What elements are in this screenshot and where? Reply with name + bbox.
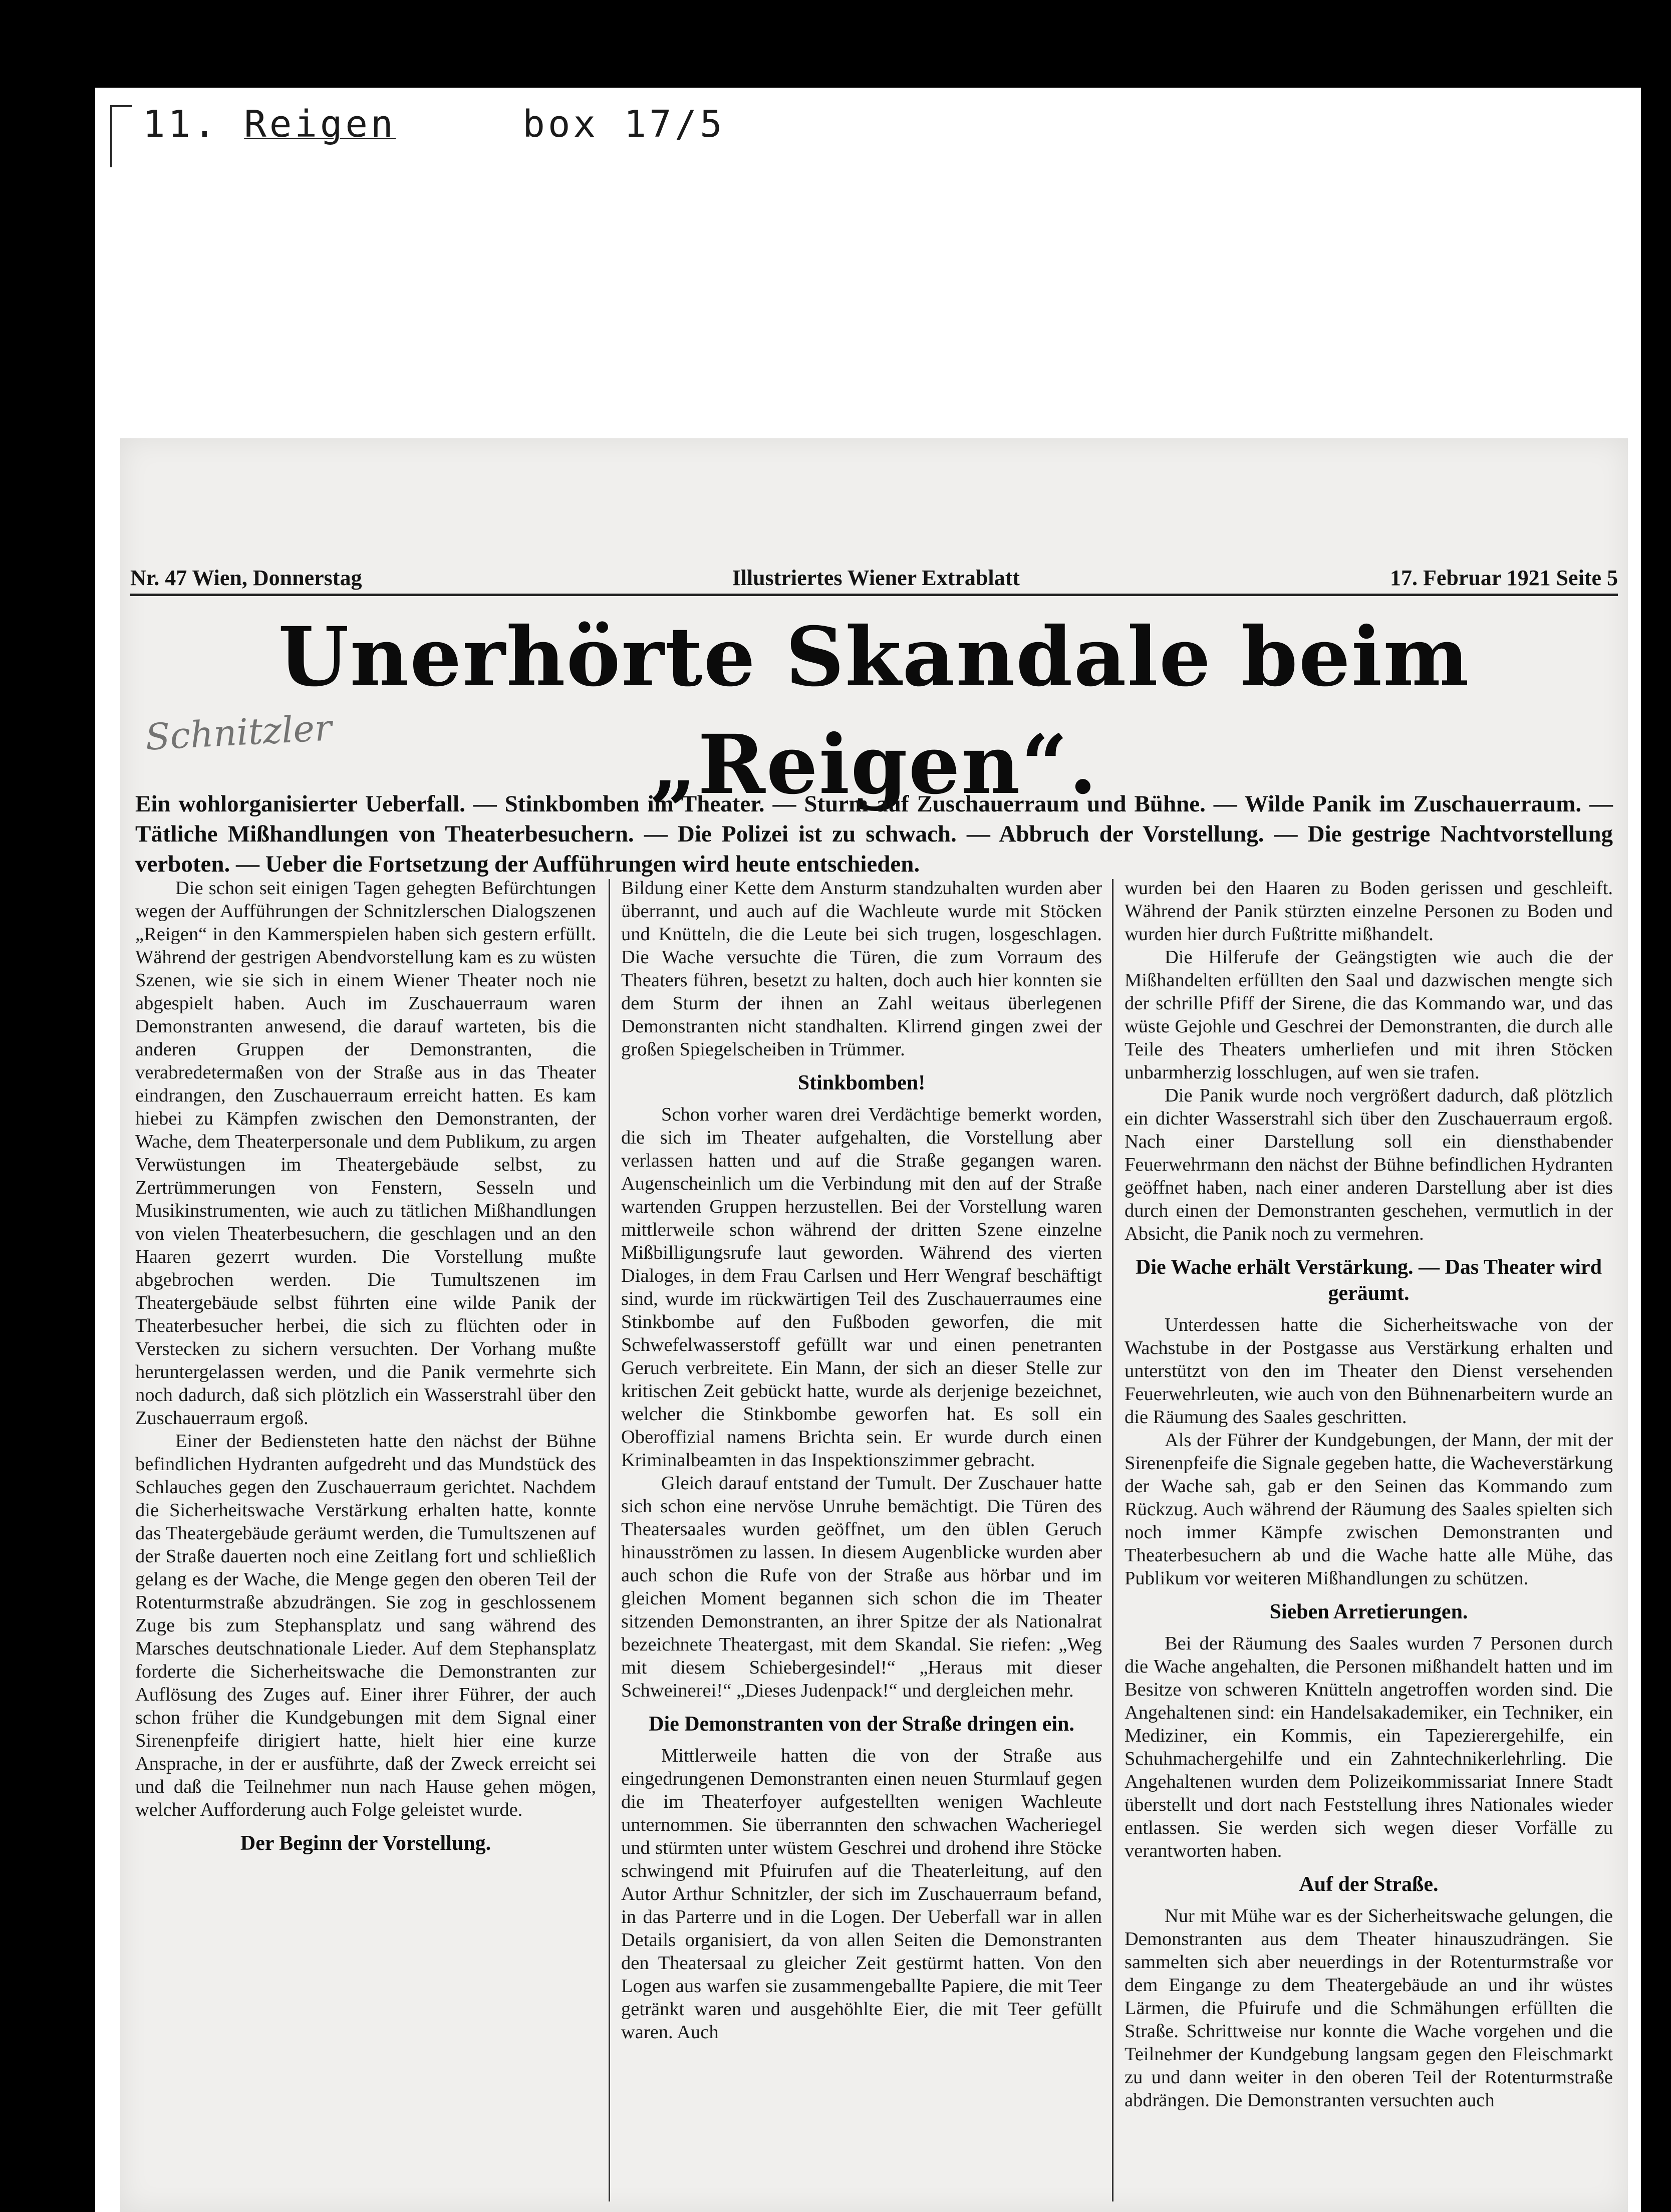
column-divider [1112, 879, 1113, 2201]
date-page: 17. Februar 1921 Seite 5 [1389, 566, 1618, 590]
paragraph: Die Panik wurde noch vergrößert dadurch, daß plötzlich ein dichter Wasserstrahl sich über den Zuschauerraum ergoß. Nach einer Darstellung soll ein diensthabender Feuerwehrmann den nächst der Bühne befindlichen Hydranten geöffnet haben, nach einer anderen Darstellung aber ist dies durch einen der Demonstranten geschehen, vermutlich in der Absicht, die Panik noch zu vermehren. [1125, 1085, 1613, 1244]
archive-label-number: 11. [143, 103, 219, 146]
section-heading: Auf der Straße. [1299, 1873, 1439, 1896]
section-heading: Die Demonstranten von der Straße dringen ein. [649, 1713, 1074, 1736]
handwritten-note: Schnitzler [144, 706, 333, 758]
section-heading: Sieben Arretierungen. [1269, 1600, 1468, 1623]
paragraph: Schon vorher waren drei Verdächtige bemerkt worden, die sich im Theater aufgehalten, die Vorstellung aber verlassen hatten und auf die Straße gegangen waren. Augenscheinlich um die Verbindung mit den auf der Straße wartenden Gruppen herzustellen. Bei der Vorstellung waren mittlerweile schon während der dritten Szene einzelne Mißbilligungsrufe laut geworden. Während des vierten Dialoges, in dem Frau Carlsen und Herr Wengraf beschäftigt sind, wurde im rückwärtigen Teil des Zuschauerraumes eine Stinkbombe auf den Fußboden geworfen, die mit Schwefelwasserstoff gefüllt war und einen penetranten Geruch verbreitete. Ein Mann, der sich an dieser Stelle zur kritischen Zeit gebückt hatte, wurde als derjenige bezeichnet, welcher die Stinkbombe geworfen hat. Es soll ein Oberoffizial namens Brichta sein. Er wurde durch einen Kriminalbeamten in das Inspektionszimmer gebracht. [621, 1104, 1102, 1471]
paragraph: Als der Führer der Kundgebungen, der Mann, der mit der Sirenenpfeife die Signale gegeben hatte, die Wacheverstärkung der Wache sah, gab er den Seinen das Kommando zum Rückzug. Auch während der Räumung des Saales spielten sich noch immer Kämpfe zwischen Demonstranten und Theaterbesuchern ab und die Wache hatte alle Mühe, das Publikum vor weiteren Mißhandlungen zu schützen. [1125, 1430, 1613, 1589]
paragraph: Bei der Räumung des Saales wurden 7 Personen durch die Wache angehalten, die Personen mißhandelt hatten und im Besitze von schweren Knütteln angetroffen worden sind. Die Angehaltenen sind: ein Handelsakademiker, ein Techniker, ein Mediziner, ein Kommis, ein Tapezierergehilfe, ein Schuhmachergehilfe und ein Zahntechnikerlehrling. Die Angehaltenen wurden dem Polizeikommissariat Innere Stadt überstellt und dort nach Feststellung ihres Nationales wieder entlassen. Sie werden sich wegen dieser Vorfälle zu verantworten haben. [1125, 1633, 1613, 1861]
column-divider [609, 879, 610, 2201]
paragraph: Bildung einer Kette dem Ansturm standzuhalten wurden aber überrannt, und auch auf die Wachleute wurde mit Stöcken und Knütteln, die die Leute bei sich trugen, losgeschlagen. Die Wache versuchte die Türen, die zum Vorraum des Theaters führen, besetzt zu halten, doch auch hier konnten sie dem Sturm der ihnen an Zahl weitaus überlegenen Demonstranten nicht standhalten. Klirrend gingen zwei der großen Spiegelscheiben in Trümmer. [621, 878, 1102, 1060]
issue-info: Nr. 47 Wien, Donnerstag [130, 566, 362, 590]
section-heading: Die Wache erhält Verstärkung. — Das Theater wird geräumt. [1136, 1256, 1602, 1305]
newspaper-name: Illustriertes Wiener Extrablatt [732, 566, 1020, 590]
headline-line-2: „Reigen“. [650, 717, 1098, 812]
newspaper-clipping [120, 438, 1628, 2212]
article-column-2 [621, 877, 1102, 2212]
paragraph: wurden bei den Haaren zu Boden gerissen und geschleift. Während der Panik stürzten einzelne Personen zu Boden und wurden hier durch Fußtritte mißhandelt. [1125, 878, 1613, 945]
paragraph: Die Hilferufe der Geängstigten wie auch die der Mißhandelten erfüllten den Saal und dazwischen mengte sich der schrille Pfiff der Sirene, die das Kommando war, und das wüste Gejohle und Geschrei der Demonstranten, die durch alle Teile des Theaters umherliefen und mit ihren Stöcken unbarmherzig losschlugen, auf wen sie trafen. [1125, 947, 1613, 1083]
archive-bracket-mark [110, 105, 132, 167]
paragraph: Einer der Bediensteten hatte den nächst der Bühne befindlichen Hydranten aufgedreht und das Mundstück des Schlauches gegen den Zuschauerraum gerichtet. Nachdem die Sicherheitswache Verstärkung erhalten hatte, konnte das Theatergebäude geräumt werden, die Tumultszenen auf der Straße dauerten noch eine Zeitlang fort und schließlich gelang es der Wache, die Menge gegen den oberen Teil der Rotenturmstraße abzudrängen. Sie zog in geschlossenem Zuge bis zum Stephansplatz und sang während des Marsches deutschnationale Lieder. Auf dem Stephansplatz forderte die Sicherheitswache die Demonstranten zur Auflösung des Zuges auf. Einer ihrer Führer, der auch schon früher die Kundgebungen mit dem Signal einer Sirenenpfeife dirigiert hatte, hielt hier eine kurze Ansprache, in der er ausführte, daß der Zweck erreicht sei und daß die Teilnehmer nun nach Hause gehen mögen, welcher Aufforderung auch Folge geleistet wurde. [135, 1431, 596, 1820]
paragraph: Mittlerweile hatten die von der Straße aus eingedrungenen Demonstranten einen neuen Sturmlauf gegen die im Theaterfoyer aufgestellten wenigen Wachleute unternommen. Sie überrannten den schwachen Wacheriegel und stürmten unter wüstem Geschrei und drohend ihre Stöcke schwingend mit Pfuirufen auf die Theaterleitung, auf den Autor Arthur Schnitzler, der sich im Zuschauerraum befand, in das Parterre und in die Logen. Der Ueberfall war in allen Details organisiert, da von allen Seiten die Demonstranten den Theatersaal zu gleicher Zeit gestürmt hatten. Von den Logen aus warfen sie zusammengeballte Papiere, die mit Teer getränkt waren und ausgehöhlte Eier, die mit Teer gefüllt waren. Auch [621, 1745, 1102, 2043]
archive-label-title: Reigen [244, 103, 396, 146]
headline-line-1: Unerhörte Skandale beim [278, 610, 1470, 705]
subheadline: Ein wohlorganisierter Ueberfall. — Stinkbomben im Theater. — Sturm auf Zuschauerraum und Bühne. — Wilde Panik im Zuschauerraum. — Tätliche Mißhandlungen von Theaterbesuchern. — Die Polizei ist zu schwach. — Abbruch der Vorstellung. — Die gestrige Nachtvorstellung verboten. — Ueber die Fortsetzung der Aufführungen wird heute entschieden. [135, 791, 1613, 877]
newspaper-header [130, 564, 1618, 596]
paragraph: Die schon seit einigen Tagen gehegten Befürchtungen wegen der Aufführungen der Schnitzlerschen Dialogszenen „Reigen“ in den Kammerspielen haben sich gestern erfüllt. Während der gestrigen Abendvorstellung kam es zu wüsten Szenen, wie sie sich in einem Wiener Theater noch nie abgespielt haben. Auch im Zuschauerraum waren Demonstranten anwesend, die darauf warteten, bis die anderen Gruppen der Demonstranten, die verabredetermaßen von der Straße aus in das Theater eindrangen, den Zuschauerraum erreicht hatten. Es kam hiebei zu Kämpfen zwischen den Demonstranten, der Wache, dem Theaterpersonale und dem Publikum, zu argen Verwüstungen im Theatergebäude selbst, zu Zertrümmerungen von Fenstern, Sesseln und Musikinstrumenten, wie auch zu tätlichen Mißhandlungen von vielen Theaterbesuchern, die geschlagen und an den Haaren gezerrt wurden. Die Vorstellung mußte abgebrochen werden. Die Tumultszenen im Theatergebäude selbst führten eine wilde Panik der Theaterbesucher herbei, die sich zu flüchten oder in Verstecken zu sichern versuchten. Der Vorhang mußte heruntergelassen werden, und die Panik vermehrte sich noch dadurch, daß sich plötzlich ein Wasserstrahl über den Zuschauerraum ergoß. [135, 878, 596, 1429]
archive-sheet [95, 88, 1641, 2212]
paragraph: Nur mit Mühe war es der Sicherheitswache gelungen, die Demonstranten aus dem Theater hinauszudrängen. Sie sammelten sich aber neuerdings in der Rotenturmstraße vor dem Eingange zu dem Theatergebäude an und ihr wüstes Lärmen, die Pfuirufe und die Schmähungen erfüllten die Straße. Schrittweise nur konnte die Wache vorgehen und die Teilnehmer der Kundgebung langsam gegen den Fleischmarkt zu und dann weiter in den oberen Teil der Rotenturmstraße abdrängen. Die Demonstranten versuchten auch [1125, 1905, 1613, 2111]
archive-label [143, 103, 725, 146]
section-heading: Stinkbomben! [797, 1071, 926, 1094]
headline [120, 604, 1628, 819]
section-heading: Der Beginn der Vorstellung. [240, 1832, 491, 1855]
article-column-1 [135, 877, 596, 2212]
article-column-3 [1125, 877, 1613, 2212]
paragraph: Gleich darauf entstand der Tumult. Der Zuschauer hatte sich schon eine nervöse Unruhe bemächtigt. Die Türen des Theatersaales wurden geöffnet, um den üblen Geruch hinausströmen zu lassen. In diesem Augenblicke wurden aber auch schon die Rufe von der Straße aus hörbar und im gleichen Moment begannen sich schon die im Theater sitzenden Demonstranten, an ihrer Spitze der als Nationalrat bezeichnete Theatergast, mit dem Skandal. Sie riefen: „Weg mit diesem Schiebergesindel!“ „Heraus mit dieser Schweinerei!“ „Dieses Judenpack!“ und dergleichen mehr. [621, 1473, 1102, 1701]
paragraph: Unterdessen hatte die Sicherheitswache von der Wachstube in der Postgasse aus Verstärkung erhalten und unterstützt von den im Theater den Dienst versehenden Feuerwehrleuten, wie auch von den Bühnenarbeitern wurde an die Räumung des Saales geschritten. [1125, 1314, 1613, 1428]
archive-label-box: box 17/5 [522, 103, 725, 146]
